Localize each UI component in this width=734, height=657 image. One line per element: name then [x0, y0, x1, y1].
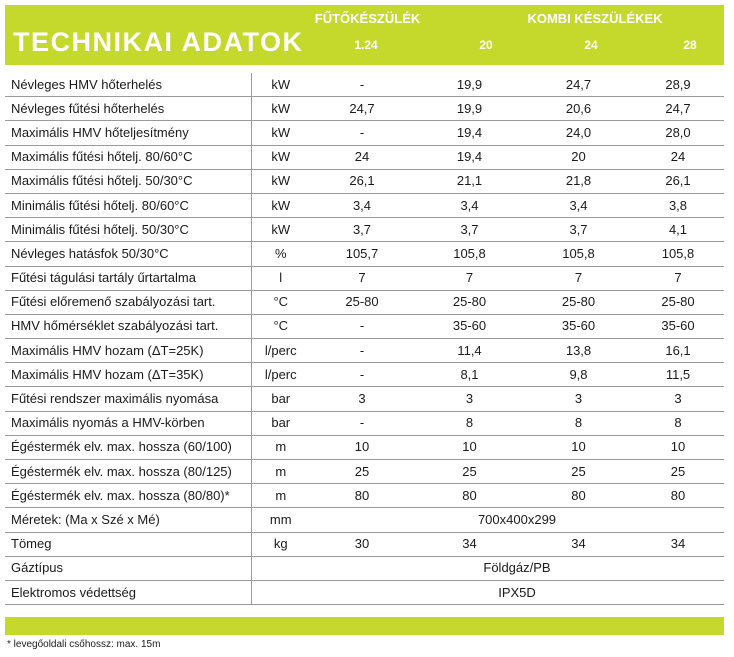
spec-unit: kW [251, 169, 310, 193]
spec-value: 3,7 [310, 218, 414, 242]
spec-unit: kW [251, 97, 310, 121]
spec-value: 9,8 [525, 363, 632, 387]
spec-row [5, 121, 724, 145]
spec-value: 25-80 [632, 290, 724, 314]
spec-unit: kW [251, 121, 310, 145]
spec-row [5, 73, 724, 97]
spec-value: 8 [414, 411, 525, 435]
spec-row [5, 532, 724, 556]
spec-table-body [5, 73, 724, 605]
spec-row [5, 411, 724, 435]
spec-unit: m [251, 460, 310, 484]
spec-unit: l [251, 266, 310, 290]
spec-value: 105,7 [310, 242, 414, 266]
spec-value: 3 [632, 387, 724, 411]
spec-label: Névleges hatásfok 50/30°C [5, 242, 251, 266]
spec-unit: kg [251, 532, 310, 556]
spec-unit [251, 556, 310, 580]
spec-value: 80 [525, 484, 632, 508]
spec-row [5, 460, 724, 484]
spec-value: 3,4 [525, 193, 632, 217]
spec-unit: l/perc [251, 363, 310, 387]
spec-value: 20 [525, 145, 632, 169]
spec-label: Fűtési rendszer maximális nyomása [5, 387, 251, 411]
spec-value: 35-60 [414, 314, 525, 338]
spec-unit: kW [251, 218, 310, 242]
spec-value: 80 [632, 484, 724, 508]
spec-unit: l/perc [251, 339, 310, 363]
spec-value: 7 [525, 266, 632, 290]
spec-value: 3,4 [310, 193, 414, 217]
spec-value: 28,9 [632, 73, 724, 97]
spec-value: 19,9 [414, 97, 525, 121]
spec-row [5, 508, 724, 532]
spec-value: 7 [632, 266, 724, 290]
spec-label: Maximális HMV hozam (ΔT=35K) [5, 363, 251, 387]
spec-value: 4,1 [632, 218, 724, 242]
spec-value: 26,1 [632, 169, 724, 193]
spec-row [5, 435, 724, 459]
spec-value: 19,4 [414, 121, 525, 145]
spec-unit: m [251, 435, 310, 459]
spec-label: Fűtési tágulási tartály űrtartalma [5, 266, 251, 290]
spec-row [5, 580, 724, 604]
spec-label: Méretek: (Ma x Szé x Mé) [5, 508, 251, 532]
spec-value: 8,1 [414, 363, 525, 387]
spec-row [5, 97, 724, 121]
spec-value-shared: 700x400x299 [310, 508, 724, 532]
spec-value: 3,7 [414, 218, 525, 242]
spec-unit: kW [251, 193, 310, 217]
spec-value: 26,1 [310, 169, 414, 193]
spec-label: Gáztípus [5, 556, 251, 580]
spec-value: - [310, 121, 414, 145]
spec-value: 10 [632, 435, 724, 459]
spec-value: 8 [632, 411, 724, 435]
spec-label: Fűtési előremenő szabályozási tart. [5, 290, 251, 314]
spec-value: 24 [310, 145, 414, 169]
spec-value: 3,7 [525, 218, 632, 242]
spec-value: 34 [525, 532, 632, 556]
footer-band [5, 617, 724, 635]
spec-label: Minimális fűtési hőtelj. 80/60°C [5, 193, 251, 217]
spec-table [5, 73, 724, 605]
spec-value: - [310, 363, 414, 387]
spec-row [5, 266, 724, 290]
group-heating-label: FŰTŐKÉSZÜLÉK [314, 11, 421, 26]
spec-row [5, 484, 724, 508]
spec-value: 11,5 [632, 363, 724, 387]
spec-value: 25 [632, 460, 724, 484]
spec-row [5, 169, 724, 193]
spec-value: 25-80 [414, 290, 525, 314]
spec-value: 105,8 [525, 242, 632, 266]
spec-unit: °C [251, 314, 310, 338]
spec-label: Égéstermék elv. max. hossza (80/125) [5, 460, 251, 484]
spec-value: 25 [414, 460, 525, 484]
spec-row [5, 556, 724, 580]
spec-label: Tömeg [5, 532, 251, 556]
spec-label: Névleges fűtési hőterhelés [5, 97, 251, 121]
model-header-28: 28 [683, 38, 697, 52]
spec-row [5, 339, 724, 363]
spec-value: 10 [525, 435, 632, 459]
spec-unit: kW [251, 73, 310, 97]
spec-label: HMV hőmérséklet szabályozási tart. [5, 314, 251, 338]
spec-value: 24,7 [632, 97, 724, 121]
spec-value: 24,7 [525, 73, 632, 97]
spec-value: 20,6 [525, 97, 632, 121]
spec-value: 3 [310, 387, 414, 411]
spec-value: 25-80 [310, 290, 414, 314]
spec-value: 10 [414, 435, 525, 459]
spec-unit: bar [251, 387, 310, 411]
spec-row [5, 363, 724, 387]
model-header-20: 20 [479, 38, 493, 52]
spec-value: 105,8 [414, 242, 525, 266]
spec-value-shared: IPX5D [310, 580, 724, 604]
spec-value: 25 [525, 460, 632, 484]
spec-value: 3,8 [632, 193, 724, 217]
spec-label: Maximális HMV hőteljesítmény [5, 121, 251, 145]
model-header-1-24: 1.24 [354, 38, 378, 52]
spec-value: 25 [310, 460, 414, 484]
spec-value: 3 [414, 387, 525, 411]
spec-value: 13,8 [525, 339, 632, 363]
spec-value: 19,9 [414, 73, 525, 97]
spec-unit [251, 580, 310, 604]
spec-value: 19,4 [414, 145, 525, 169]
spec-value: 25-80 [525, 290, 632, 314]
spec-row [5, 242, 724, 266]
spec-value: 24,7 [310, 97, 414, 121]
spec-value: - [310, 314, 414, 338]
spec-value: 30 [310, 532, 414, 556]
spec-value: 21,8 [525, 169, 632, 193]
spec-label: Maximális HMV hozam (ΔT=25K) [5, 339, 251, 363]
spec-value: 34 [414, 532, 525, 556]
spec-label: Égéstermék elv. max. hossza (80/80)* [5, 484, 251, 508]
spec-label: Égéstermék elv. max. hossza (60/100) [5, 435, 251, 459]
spec-value: 7 [414, 266, 525, 290]
spec-value: 10 [310, 435, 414, 459]
spec-value: - [310, 73, 414, 97]
spec-unit: °C [251, 290, 310, 314]
footnote: * levegőoldali csőhossz: max. 15m [7, 639, 161, 650]
spec-unit: m [251, 484, 310, 508]
spec-value: 105,8 [632, 242, 724, 266]
spec-value: 34 [632, 532, 724, 556]
spec-value: 3 [525, 387, 632, 411]
spec-unit: % [251, 242, 310, 266]
group-combi-label: KOMBI KÉSZÜLÉKEK [527, 11, 663, 26]
spec-row [5, 290, 724, 314]
spec-value: 28,0 [632, 121, 724, 145]
spec-value: 35-60 [525, 314, 632, 338]
spec-row [5, 145, 724, 169]
spec-label: Névleges HMV hőterhelés [5, 73, 251, 97]
spec-value: 24,0 [525, 121, 632, 145]
spec-unit: kW [251, 145, 310, 169]
spec-value: 24 [632, 145, 724, 169]
spec-value: 16,1 [632, 339, 724, 363]
spec-unit: mm [251, 508, 310, 532]
spec-label: Elektromos védettség [5, 580, 251, 604]
spec-value: 8 [525, 411, 632, 435]
spec-value: - [310, 339, 414, 363]
spec-label: Minimális fűtési hőtelj. 50/30°C [5, 218, 251, 242]
spec-label: Maximális fűtési hőtelj. 50/30°C [5, 169, 251, 193]
spec-value: 35-60 [632, 314, 724, 338]
spec-label: Maximális nyomás a HMV-körben [5, 411, 251, 435]
spec-value: 80 [414, 484, 525, 508]
page-title: TECHNIKAI ADATOK [13, 27, 304, 57]
spec-unit: bar [251, 411, 310, 435]
spec-value: 7 [310, 266, 414, 290]
spec-value: - [310, 411, 414, 435]
spec-value: 80 [310, 484, 414, 508]
spec-row [5, 314, 724, 338]
spec-label: Maximális fűtési hőtelj. 80/60°C [5, 145, 251, 169]
spec-value-shared: Földgáz/PB [310, 556, 724, 580]
spec-value: 3,4 [414, 193, 525, 217]
spec-value: 21,1 [414, 169, 525, 193]
spec-value: 11,4 [414, 339, 525, 363]
model-header-24: 24 [584, 38, 598, 52]
spec-row [5, 193, 724, 217]
spec-row [5, 218, 724, 242]
spec-row [5, 387, 724, 411]
